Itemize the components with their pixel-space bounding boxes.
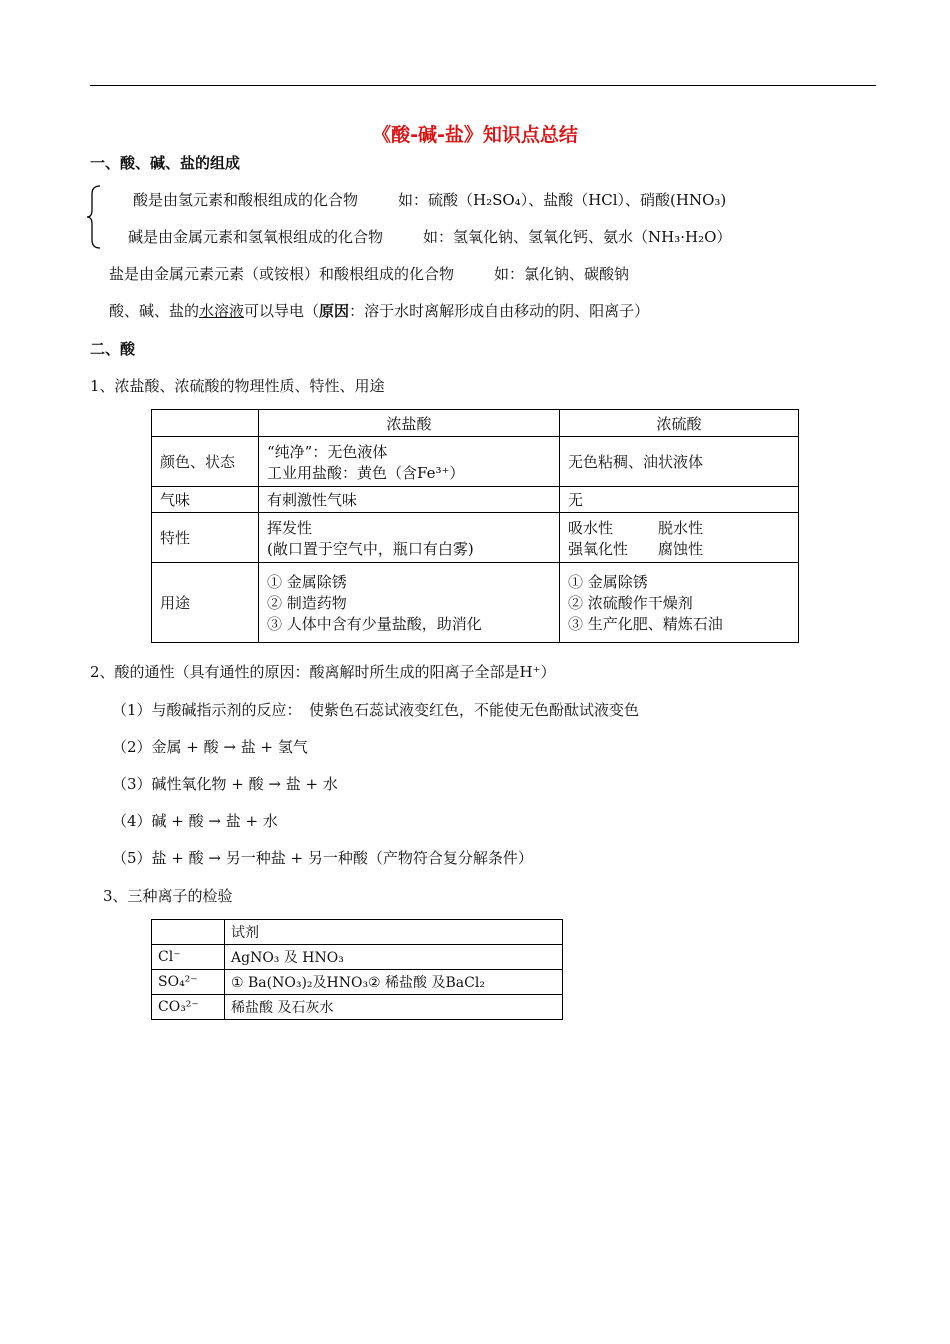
base-definition: 碱是由金属元素和氢氧根组成的化合物 [128, 228, 384, 246]
table-cell [259, 437, 560, 487]
acid-examples: 如：硫酸（H₂SO₄）、盐酸（HCl）、硝酸(HNO₃) [398, 191, 727, 209]
table-header-cell: 浓盐酸 [259, 410, 560, 437]
table-header-row [152, 920, 563, 945]
table-header-cell [152, 410, 259, 437]
table-cell [560, 487, 799, 513]
acid-property-1: （1）与酸碱指示剂的反应： 使紫色石蕊试液变红色，不能使无色酚酞试液变色 [112, 701, 640, 719]
subsection1-heading: 1、浓盐酸、浓硫酸的物理性质、特性、用途 [90, 377, 385, 395]
cell-line: ③ 人体中含有少量盐酸，助消化 [267, 615, 482, 633]
table-row [152, 513, 799, 563]
row-label: 特性 [152, 513, 259, 563]
acid-properties-table [151, 409, 799, 643]
cell-line: 无 [568, 491, 584, 509]
base-examples: 如：氢氧化钠、氢氧化钙、氨水（NH₃·H₂O） [423, 228, 732, 246]
acid-property-5: （5）盐 + 酸 → 另一种盐 + 另一种酸（产物符合复分解条件） [112, 849, 533, 867]
acid-definition: 酸是由氢元素和酸根组成的化合物 [133, 191, 359, 209]
conductivity-text: 酸、碱、盐的 [109, 302, 200, 320]
ion-cell: SO₄²⁻ [152, 970, 225, 995]
table-header-cell: 浓硫酸 [560, 410, 799, 437]
cell-line: ③ 生产化肥、精炼石油 [568, 615, 723, 633]
cell-line: 无色粘稠、油状液体 [568, 453, 704, 471]
row-label: 气味 [152, 487, 259, 513]
section1-heading: 一、酸、碱、盐的组成 [90, 154, 241, 172]
table-cell [560, 513, 799, 563]
reagent-cell: ① Ba(NO₃)₂及HNO₃② 稀盐酸 及BaCl₂ [225, 970, 563, 995]
conductivity-reason-label: 原因 [319, 302, 350, 320]
base-definition-line [128, 226, 731, 247]
section2-heading: 二、酸 [90, 340, 136, 358]
table-row [152, 563, 799, 643]
subsection2-heading: 2、酸的通性（具有通性的原因：酸离解时所生成的阳离子全部是H⁺） [90, 663, 556, 681]
table-row [152, 995, 563, 1020]
table-cell [259, 513, 560, 563]
cell-line: ① 金属除锈 [568, 573, 648, 591]
cell-line: 强氧化性 腐蚀性 [568, 539, 704, 558]
cell-line: 吸水性 脱水性 [568, 518, 704, 537]
salt-definition-line [109, 263, 629, 284]
acid-property-3: （3）碱性氧化物 + 酸 → 盐 + 水 [112, 775, 338, 793]
acid-definition-line [133, 189, 726, 210]
cell-line: ② 浓硫酸作干燥剂 [568, 594, 693, 612]
row-label: 颜色、状态 [152, 437, 259, 487]
row-label: 用途 [152, 563, 259, 643]
ion-cell: Cl⁻ [152, 945, 225, 970]
table-cell [560, 437, 799, 487]
conductivity-underlined: 水溶液 [199, 302, 245, 320]
table-header-row [152, 410, 799, 437]
cell-line: “纯净”：无色液体 [267, 442, 388, 461]
conductivity-text-2: 可以导电（ [244, 302, 320, 320]
conductivity-reason: ：溶于水时离解形成自由移动的阴、阳离子） [349, 302, 650, 320]
salt-examples: 如：氯化钠、碳酸钠 [494, 265, 630, 283]
curly-brace-icon [86, 184, 102, 250]
table-row [152, 437, 799, 487]
cell-line: (敞口置于空气中，瓶口有白雾) [267, 539, 474, 558]
table-row [152, 945, 563, 970]
header-rule [90, 85, 876, 86]
page-title: 《酸-碱-盐》知识点总结 [372, 124, 578, 146]
reagent-cell: 稀盐酸 及石灰水 [225, 995, 563, 1020]
table-row [152, 487, 799, 513]
ion-test-table [151, 919, 563, 1020]
cell-line: ② 制造药物 [267, 594, 347, 612]
table-header-cell: 试剂 [225, 920, 563, 945]
salt-definition: 盐是由金属元素元素（或铵根）和酸根组成的化合物 [109, 265, 455, 283]
cell-line: 工业用盐酸：黄色（含Fe³⁺） [267, 463, 465, 482]
table-cell [259, 563, 560, 643]
cell-line: 挥发性 [267, 518, 313, 537]
cell-line: 有刺激性气味 [267, 491, 358, 509]
conductivity-line [109, 300, 649, 321]
acid-property-2: （2）金属 + 酸 → 盐 + 氢气 [112, 738, 308, 756]
ion-cell: CO₃²⁻ [152, 995, 225, 1020]
subsection3-heading: 3、三种离子的检验 [103, 887, 233, 905]
reagent-cell: AgNO₃ 及 HNO₃ [225, 945, 563, 970]
table-cell [560, 563, 799, 643]
table-row [152, 970, 563, 995]
table-cell [259, 487, 560, 513]
table-header-cell [152, 920, 225, 945]
cell-line: ① 金属除锈 [267, 573, 347, 591]
acid-property-4: （4）碱 + 酸 → 盐 + 水 [112, 812, 278, 830]
